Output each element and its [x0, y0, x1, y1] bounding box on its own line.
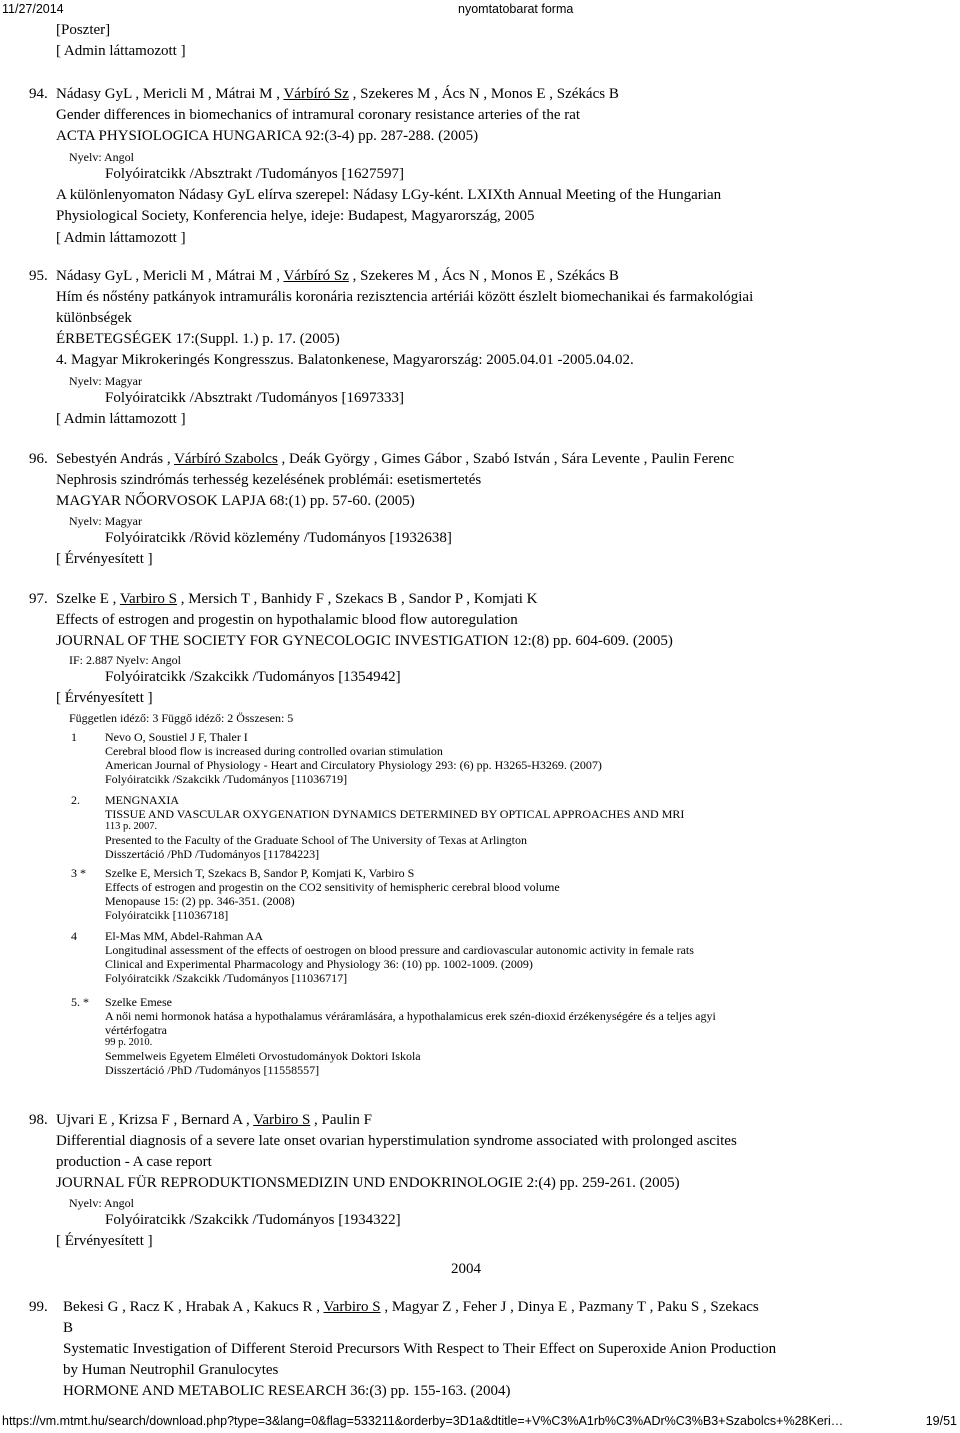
citation-authors: Nevo O, Soustiel J F, Thaler I [105, 730, 248, 744]
entry-title: különbségek [56, 310, 132, 326]
year-heading: 2004 [451, 1261, 481, 1277]
entry-conference: 4. Magyar Mikrokeringés Kongresszus. Balatonkenese, Magyarország: 2005.04.01 -2005.04.02. [56, 352, 634, 368]
citation-source: American Journal of Physiology - Heart and Circulatory Physiology 293: (6) pp. H3265-H3269. (2007) [105, 758, 602, 772]
author-link[interactable]: Varbiro S [323, 1299, 381, 1315]
entry-number: 95. [29, 268, 48, 284]
citation-authors: MENGNAXIA [105, 793, 179, 807]
citation-number: 4 [71, 929, 77, 943]
citation-type: Folyóiratcikk [11036718] [105, 908, 229, 922]
entry-title: Systematic Investigation of Different Steroid Precursors With Respect to Their Effect on Superoxide Anion Production [63, 1341, 777, 1357]
entry-authors [56, 86, 619, 103]
citation-pages: 99 p. 2010. [105, 1037, 153, 1048]
author-link[interactable]: Várbíró Sz [283, 268, 349, 284]
citations-header: Független idéző: 3 Függő idéző: 2 Összesen: 5 [69, 711, 294, 725]
entry-language: Nyelv: Angol [69, 150, 134, 164]
entry-status: [ Érvényesített ] [56, 551, 153, 567]
citation-number: 3 * [71, 866, 86, 880]
citation-type: Disszertáció /PhD /Tudományos [11784223] [105, 847, 320, 861]
entry-language: Nyelv: Angol [69, 1196, 134, 1210]
print-header [0, 0, 960, 18]
print-title: nyomtatobarat forma [458, 2, 574, 16]
print-date: 11/27/2014 [2, 2, 64, 16]
entry-status: [ Admin láttamozott ] [56, 411, 186, 427]
entry-authors [56, 591, 538, 608]
entry-type: Folyóiratcikk /Rövid közlemény /Tudományos [1932638] [105, 530, 452, 546]
entry-language: Nyelv: Magyar [69, 514, 142, 528]
entry-number: 99. [29, 1299, 48, 1315]
authors-text: , Magyar Z , Feher J , Dinya E , Pazmany T , Paku S , Szekacs [384, 1299, 759, 1315]
citation-type: Disszertáció /PhD /Tudományos [11558557] [105, 1063, 320, 1077]
entry-status: [ Érvényesített ] [56, 1233, 153, 1249]
authors-text: , Mersich T , Banhidy F , Szekacs B , Sandor P , Komjati K [180, 591, 538, 607]
citation-source: Clinical and Experimental Pharmacology and Physiology 36: (10) pp. 1002-1009. (2009) [105, 957, 533, 971]
entry-language: Nyelv: Magyar [69, 374, 142, 388]
entry-title: Effects of estrogen and progestin on hypothalamic blood flow autoregulation [56, 612, 518, 628]
entry-number: 96. [29, 451, 48, 467]
authors-text: Sebestyén András , [56, 451, 171, 467]
entry-authors [56, 451, 734, 468]
authors-text: Ujvari E , Krizsa F , Bernard A , [56, 1112, 250, 1128]
citation-title: Cerebral blood flow is increased during controlled ovarian stimulation [105, 744, 443, 758]
entry-status: [ Admin láttamozott ] [56, 230, 186, 246]
entry-note: Physiological Society, Konferencia helye, ideje: Budapest, Magyarország, 2005 [56, 208, 535, 224]
entry-authors: B [63, 1320, 74, 1336]
entry-title: Nephrosis szindrómás terhesség kezelésének problémái: esetismertetés [56, 472, 482, 488]
entry-note: A különlenyomaton Nádasy GyL elírva szerepel: Nádasy LGy-ként. LXIXth Annual Meeting of the Hungarian [56, 187, 722, 203]
entry-type: Folyóiratcikk /Absztrakt /Tudományos [1697333] [105, 390, 405, 406]
citation-number: 5. * [71, 995, 89, 1009]
citation-number: 2. [71, 793, 80, 807]
page-number: 19/51 [925, 1414, 957, 1428]
citation-title: Longitudinal assessment of the effects of oestrogen on blood pressure and cardiovascular autonomic activity in female rats [105, 943, 694, 957]
entry-title: Hím és nőstény patkányok intramurális koronária rezisztencia artériái között észlelt biomechanikai és farmakológiai [56, 289, 754, 305]
entry-type: Folyóiratcikk /Szakcikk /Tudományos [1934322] [105, 1212, 401, 1228]
citation-title: A női nemi hormonok hatása a hypothalamus véráramlására, a hypothalamicus erek szén-dioxid érzékenységére és a teljes agyi [105, 1009, 716, 1023]
entry-title: by Human Neutrophil Granulocytes [63, 1362, 279, 1378]
status-label: [ Admin láttamozott ] [56, 43, 186, 59]
entry-title: Gender differences in biomechanics of intramural coronary resistance arteries of the rat [56, 107, 581, 123]
citation-authors: Szelke Emese [105, 995, 172, 1009]
entry-journal: JOURNAL OF THE SOCIETY FOR GYNECOLOGIC INVESTIGATION 12:(8) pp. 604-609. (2005) [56, 633, 673, 649]
citation-type: Folyóiratcikk /Szakcikk /Tudományos [11036719] [105, 772, 348, 786]
authors-text: , Szekeres M , Ács N , Monos E , Székács B [352, 268, 619, 284]
entry-authors [56, 1112, 372, 1129]
entry-journal: JOURNAL FÜR REPRODUKTIONSMEDIZIN UND ENDOKRINOLOGIE 2:(4) pp. 259-261. (2005) [56, 1175, 680, 1191]
entry-number: 97. [29, 591, 48, 607]
entry-number: 94. [29, 86, 48, 102]
entry-type: Folyóiratcikk /Szakcikk /Tudományos [1354942] [105, 669, 401, 685]
citation-title: TISSUE AND VASCULAR OXYGENATION DYNAMICS DETERMINED BY OPTICAL APPROACHES AND MRI [105, 807, 685, 821]
citation-authors: El-Mas MM, Abdel-Rahman AA [105, 929, 263, 943]
poster-label: [Poszter] [56, 22, 111, 38]
entry-journal: MAGYAR NŐORVOSOK LAPJA 68:(1) pp. 57-60. (2005) [56, 493, 415, 509]
author-link[interactable]: Várbíró Szabolcs [174, 451, 278, 467]
authors-text: , Paulin F [314, 1112, 372, 1128]
entry-journal: HORMONE AND METABOLIC RESEARCH 36:(3) pp. 155-163. (2004) [63, 1383, 511, 1399]
citation-title: vértérfogatra [105, 1023, 167, 1037]
entry-number: 98. [29, 1112, 48, 1128]
entry-title: Differential diagnosis of a severe late onset ovarian hyperstimulation syndrome associated with prolonged ascites [56, 1133, 737, 1149]
print-footer [0, 1414, 960, 1432]
author-link[interactable]: Varbiro S [253, 1112, 311, 1128]
author-link[interactable]: Varbiro S [119, 591, 177, 607]
authors-text: Szelke E , [56, 591, 117, 607]
entry-authors [56, 268, 619, 285]
citation-authors: Szelke E, Mersich T, Szekacs B, Sandor P, Komjati K, Varbiro S [105, 866, 415, 880]
citation-type: Folyóiratcikk /Szakcikk /Tudományos [11036717] [105, 971, 348, 985]
citation-pages: 113 p. 2007. [105, 821, 158, 832]
authors-text: Bekesi G , Racz K , Hrabak A , Kakucs R , [63, 1299, 321, 1315]
entry-journal: ÉRBETEGSÉGEK 17:(Suppl. 1.) p. 17. (2005) [56, 331, 340, 347]
citation-source: Menopause 15: (2) pp. 346-351. (2008) [105, 894, 295, 908]
authors-text: Nádasy GyL , Mericli M , Mátrai M , [56, 268, 280, 284]
entry-authors [63, 1299, 759, 1316]
entry-type: Folyóiratcikk /Absztrakt /Tudományos [1627597] [105, 166, 405, 182]
entry-status: [ Érvényesített ] [56, 690, 153, 706]
citation-source: Semmelweis Egyetem Elméleti Orvostudományok Doktori Iskola [105, 1049, 421, 1063]
authors-text: , Deák György , Gimes Gábor , Szabó István , Sára Levente , Paulin Ferenc [281, 451, 735, 467]
citation-source: Presented to the Faculty of the Graduate School of The University of Texas at Arlington [105, 833, 527, 847]
authors-text: Nádasy GyL , Mericli M , Mátrai M , [56, 86, 280, 102]
page-url: https://vm.mtmt.hu/search/download.php?type=3&lang=0&flag=533211&orderby=3D1a&dtitle=+V%C3%A1rb%C3%ADr%C3%B3+Szabolcs+%28Keri… [2, 1414, 844, 1428]
citation-title: Effects of estrogen and progestin on the CO2 sensitivity of hemispheric cerebral blood volume [105, 880, 560, 894]
entry-journal: ACTA PHYSIOLOGICA HUNGARICA 92:(3-4) pp. 287-288. (2005) [56, 128, 479, 144]
citation-number: 1 [71, 730, 77, 744]
authors-text: , Szekeres M , Ács N , Monos E , Székács B [352, 86, 619, 102]
entry-title: production - A case report [56, 1154, 212, 1170]
entry-language: IF: 2.887 Nyelv: Angol [69, 653, 182, 667]
author-link[interactable]: Várbíró Sz [283, 86, 349, 102]
